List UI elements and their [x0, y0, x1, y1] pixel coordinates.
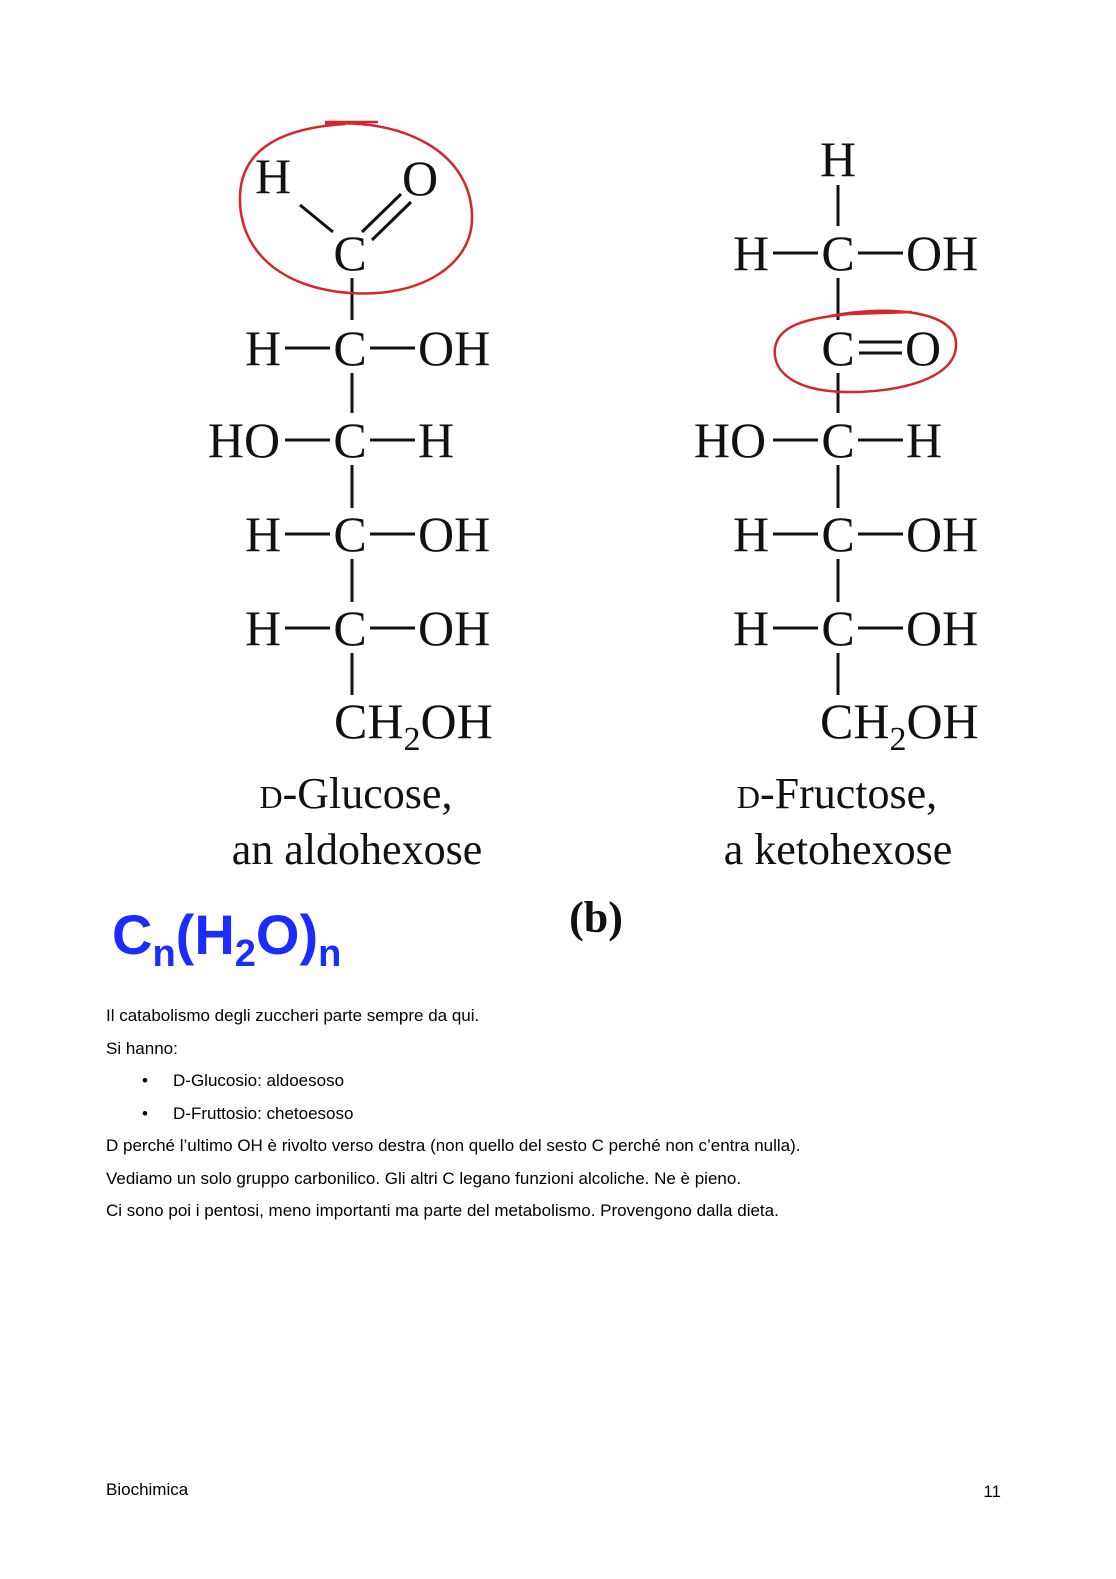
glucose-ch: CH [334, 693, 404, 749]
paragraph-catabolism: Il catabolismo degli zuccheri parte sempre da qui. [106, 1006, 480, 1025]
fructose-sub-2: 2 [889, 721, 907, 758]
formula-close-o: O) [255, 903, 319, 966]
fructose-ch2oh [820, 693, 979, 758]
glucose-oh: OH [420, 693, 493, 749]
sugar-list [106, 1065, 1006, 1130]
list-item-text: D-Fruttosio: chetoesoso [173, 1103, 354, 1123]
glucose-name: -Glucose, [282, 769, 453, 818]
fructose-c3: C [821, 412, 855, 468]
glucose-r2-right: OH [418, 320, 491, 376]
list-item-text: D-Glucosio: aldoesoso [173, 1071, 345, 1090]
glucose-double-bond-a [362, 194, 401, 232]
paragraph-carbonyl: Vediamo un solo gruppo carbonilico. Gli altri C legano funzioni alcoliche. Ne è pieno. [106, 1168, 742, 1188]
fructose-r3-left: HO [693, 412, 767, 468]
formula-sub-n1: n [152, 933, 176, 975]
glucose-ch2oh [334, 693, 493, 758]
glucose-c5: C [333, 600, 367, 656]
fructose-caption-line1 [737, 769, 937, 818]
glucose-r5-right: OH [418, 600, 491, 656]
fructose-small-d: D [736, 779, 760, 815]
formula-sub-n2: n [318, 933, 342, 975]
formula-sub-2: 2 [234, 933, 256, 975]
formula-open-h: (H [175, 903, 235, 966]
glucose-structure [208, 122, 493, 874]
glucose-r3-right: H [418, 412, 455, 468]
paragraph-d-configuration: D perché l’ultimo OH è rivolto verso destra (non quello del sesto C perché non c’entra nulla). [106, 1136, 801, 1155]
footer-title: Biochimica [106, 1480, 189, 1499]
glucose-aldehyde-o: O [401, 150, 439, 206]
fructose-r1-left: H [732, 225, 770, 281]
glucose-h-bond [300, 205, 333, 232]
fructose-r5-left: H [732, 600, 770, 656]
glucose-c1: C [333, 225, 367, 281]
glucose-aldehyde-h: H [254, 148, 292, 204]
bullet-glyph: • [142, 1103, 148, 1123]
fructose-c4: C [821, 506, 855, 562]
list-item [106, 1098, 1006, 1131]
formula-c: C [112, 903, 153, 966]
general-formula [112, 903, 341, 975]
fructose-c2-o: O [905, 320, 942, 376]
glucose-c2: C [333, 320, 367, 376]
fructose-oh: OH [906, 693, 979, 749]
bullet-glyph: • [142, 1071, 148, 1090]
glucose-sub-2: 2 [403, 721, 421, 758]
body-text [106, 1000, 1006, 1228]
panel-label: (b) [569, 893, 623, 942]
glucose-r4-left: H [244, 506, 282, 562]
fructose-r5-right: OH [906, 600, 979, 656]
fructose-caption-line2: a ketohexose [723, 825, 953, 874]
glucose-small-d: D [259, 779, 283, 815]
glucose-double-bond-b [372, 202, 411, 240]
fructose-c2: C [821, 320, 855, 376]
fructose-c1: C [821, 225, 855, 281]
glucose-r5-left: H [244, 600, 282, 656]
glucose-caption-line1 [260, 769, 453, 818]
fructose-name: -Fructose, [759, 769, 938, 818]
fructose-r1-right: OH [906, 225, 979, 281]
glucose-caption-line2: an aldohexose [231, 825, 483, 874]
fructose-r4-left: H [732, 506, 770, 562]
glucose-r2-left: H [244, 320, 282, 376]
fructose-structure [694, 131, 979, 874]
paragraph-pentoses: Ci sono poi i pentosi, meno importanti ma parte del metabolismo. Provengono dalla dieta. [106, 1201, 779, 1220]
glucose-r3-left: HO [207, 412, 281, 468]
list-item [106, 1065, 1006, 1098]
fructose-r4-right: OH [906, 506, 979, 562]
fructose-top-h: H [819, 131, 857, 187]
glucose-c3: C [333, 412, 367, 468]
fructose-r3-right: H [906, 412, 943, 468]
page-number: 11 [983, 1482, 1001, 1501]
glucose-r4-right: OH [418, 506, 491, 562]
glucose-c4: C [333, 506, 367, 562]
paragraph-si-hanno: Si hanno: [106, 1038, 178, 1058]
fructose-c5: C [821, 600, 855, 656]
fructose-ch: CH [820, 693, 890, 749]
